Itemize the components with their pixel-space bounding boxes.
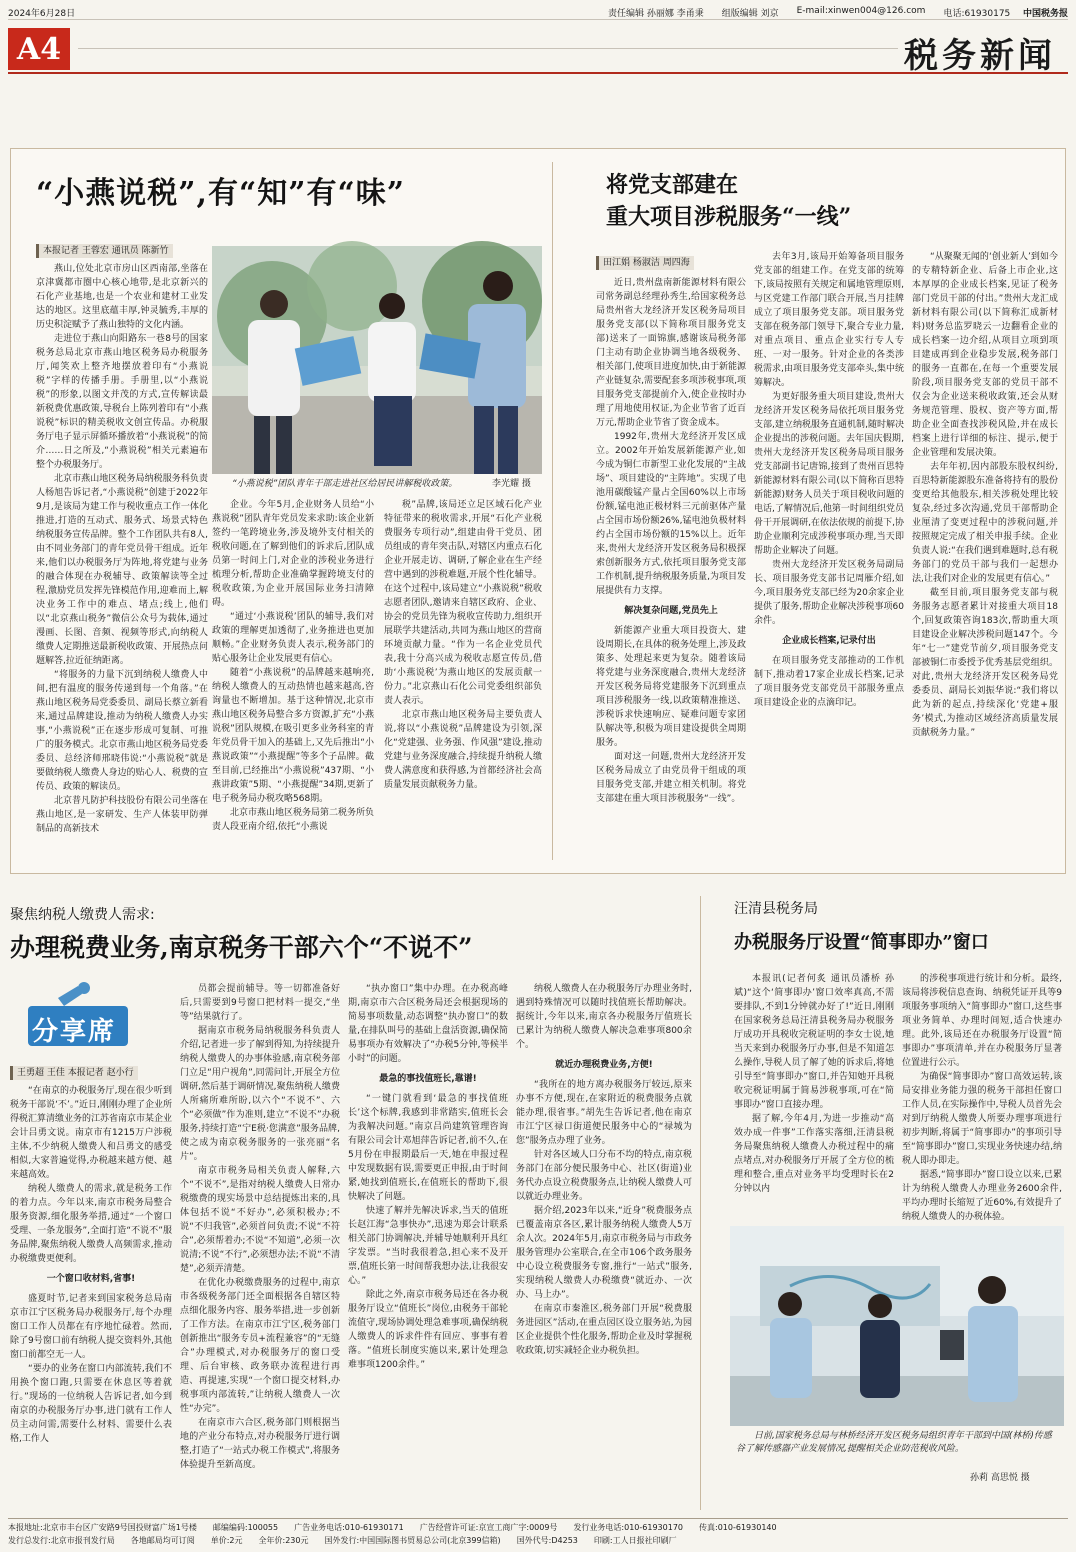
article4-photo-caption [736,1430,1058,1456]
paragraph: “执办窗口”集中办理。在办税高峰期,南京市六合区税务局还会根据现场的简易事项数量,动态调整“执办窗口”的数量,在排队叫号的基础上盘活资源,确保简易事项办有效解决了“办税5分钟,等候半小时”的问题。 [348,984,508,1064]
caption-text: “小燕说税”团队青年干部走进社区给居民讲解税收政策。 [232,479,458,489]
caption-text: 日前,国家税务总局与林桥经济开发区税务局组织青年干部到中国(林桥)传感谷了解传感器产业发展情况,提醒相关企业防范税收风险。 [736,1431,1052,1454]
paragraph: 为确保“简事即办”窗口高效运转,该局安排业务能力强的税务干部担任窗口工作人员,在实际操作中,导税人员首先会对到厅纳税人缴费人所要办理事项进行初步判断,将属于“简事即办”的事项引导至“简事即办”窗口,实现业务快速办结,纳税人即办即走。 [902,1072,1062,1166]
footer-subscription: 各地邮局均可订阅 [130,1536,195,1545]
article1-byline: 本报记者 王蓉宏 通讯员 陈新竹 [36,244,173,258]
footer-row-2 [8,1534,1068,1547]
article3-column-4 [516,982,692,1510]
share-badge-text: 分享席 [32,1017,117,1047]
page-number: A4 [8,28,70,70]
tax-officers-photo [212,246,542,474]
article1-column-2 [212,498,374,860]
article1-column-3 [384,498,542,860]
paragraph: 企业。今年5月,企业财务人员给“小燕说税”团队青年党员发来求助:该企业新签约一笔跨境业务,涉及境外支付相关的税收问题,在了解到他们的诉求后,团队成员第一时间上门,对企业的涉税业务进行梳理分析,帮助企业准确掌握跨境支付的税收政策,为企业开展国际业务扫清障碍。 [212,500,374,608]
footer-printer: 印刷:工人日报社印刷厂 [593,1536,677,1545]
paragraph: 在项目服务党支部推动的工作机制下,推动着17家企业成长档案,记录了项目服务党支部党员干部服务重点项目建设企业的点滴印记。 [754,656,904,708]
paragraph: 北京普凡防护科技股份有限公司坐落在燕山地区,是一家研发、生产人体装甲防弹制品的高新技术 [36,796,208,834]
column-divider [552,162,553,860]
article2-byline: 田江娟 杨淑洁 周四海 [596,256,694,270]
footer [8,1518,1068,1548]
article3-byline: 王勇超 王佳 本报记者 赵小行 [10,1066,138,1080]
paragraph: 去年年初,因内部股东股权纠纷,百思特新能源股东准备将持有的股份变更给其他股东,相关涉税处理比较复杂,经过多次沟通,党员干部帮助企业厘清了变更过程中的涉税问题,并按照规定完成了相关申报手续。企业负责人说:“在我们遇到难题时,总有税务部门的党员干部与我们一起想办法,让我们对企业的发展更有信心。” [912,462,1058,584]
article4-column-1 [734,972,894,1216]
paragraph: “我所在的地方离办税服务厅较远,原来办事不方便,现在,在家附近的税费服务点就能办理,很省事。”胡先生告诉记者,他在南京市江宁区禄口街道便民服务中心的“禄城为您”服务点办理了业务。 [516,1080,692,1146]
footer-row-1 [8,1521,1068,1534]
paragraph: 北京市燕山地区税务局第二税务所负责人段亚南介绍,依托“小燕说 [212,808,375,832]
article3-kicker: 聚焦纳税人缴费人需求: [10,907,155,923]
paragraph: 近日,贵州盘南新能源材料有限公司常务副总经理孙秀生,给国家税务总局贵州省大龙经济开发区税务局项目服务党支部(以下简称项目服务党支部)送来了一面锦旗,感谢该局税务部门主动有助企业协调当地各级税务、相关部门,使项目进度加快,由于新能源产业链复杂,需要配套多项涉税事项,项目服务党支部提前介入,使企业按时办理了用地使用权证,为企业节省了近百万元,帮助企业节省了资金成本。 [596,278,746,428]
article4-headline: 办税服务厅设置“简事即办”窗口 [734,932,989,953]
footer-distribution-phone: 发行业务电话:010-61930170 [573,1523,684,1532]
paragraph: 纳税人缴费人在办税服务厅办理业务时,遇到特殊情况可以随时找值班长帮助解决。据统计,今年以来,南京各办税服务厅值班长已累计为纳税人缴费人解决急难事项800余个。 [516,984,692,1050]
paragraph: 据南京市税务局纳税服务科负责人介绍,记者进一步了解到得知,为持续提升纳税人缴费人的办事体验感,南京税务部门立足“用户视角”,同需问计,开展全方位调研,然后基于调研情况,聚焦纳税人缴费人所痛所难所盼,以六个“不说不”、六个“必须做”作为准则,建立“不说不”办税服务,持续打造“宁E税·您满意”服务品牌,使之成为南京税务服务的一张亮丽“名片”。 [180,1026,340,1162]
masthead-rule [78,48,898,49]
paragraph: 南京市税务局相关负责人解释,六个“不说不”,是指对纳税人缴费人日常办税缴费的现实场景中总结提炼出来的,具体包括不说“不好办”,必须积极办;不说“不归我管”,必须首问负责;不说“不符合”,必须帮着办;不说“不知道”,必须一次说清;不说“不行”,必须想办法;不说“不清楚”,必须弄清楚。 [180,1166,340,1274]
footer-ad-phone: 广告业务电话:010-61930171 [294,1523,404,1532]
paragraph: 去年3月,该局开始筹备项目服务党支部的组建工作。在党支部的统筹下,该局按照有关规定和属地管理原则,与区党建工作部门联合开展,当月挂牌成立了项目服务党支部。项目服务党支部在税务部门领导下,聚合专业力量,对重点项目、重点企业实行专人专班、一对一服务。针对企业的各类涉税需求,由项目服务党支部牵头,集中统筹解决。 [754,252,904,388]
paragraph: “在南京的办税服务厅,现在很少听到税务干部说‘不’。”近日,刚刚办理了企业所得税汇算清缴业务的江苏省南京市某企业会计吕勇文说。南京市有1215万户涉税主体,不少纳税人缴费人和吕勇文的感受相似,大家普遍觉得,办税越来越方便、越来越高效。 [10,1086,173,1180]
paragraph: 除此之外,南京市税务局还在各办税服务厅设立“值班长”岗位,由税务干部轮流值守,现场协调处理急难事项,确保纳税人缴费人的诉求件件有回应、事事有着落。“值班长制度实施以来,累计处理急难事项1200余件。” [348,1290,508,1370]
article1-photo-caption [232,478,532,491]
editor-info [608,6,1010,19]
layout-editor: 组版编辑 刘京 [721,9,779,19]
paper-name: 中国税务报 [1022,9,1068,19]
paragraph: 据了解,今年4月,为进一步推动“高效办成一件事”工作落实落细,汪清县税务局聚焦纳税人缴费人办税过程中的痛点堵点,对办税服务厅开展了全方位的梳理和整合,重点对业务平均受理时长在2分钟以内 [734,1114,894,1194]
paragraph: 面对这一问题,贵州大龙经济开发区税务局成立了由党员骨干组成的项目服务党支部,并建立相关机制。将党支部建在重大项目涉税服务“一线”。 [596,752,746,804]
paragraph: 1992年,贵州大龙经济开发区成立。2002年开始发展新能源产业,如今成为铜仁市新型工业化发展的“主战场”、项目建设的“主阵地”。实现了电池用碳酸锰产量占全国60%以上市场份额,锰电池正极材料三元前驱体产量占全国市场份额26%,锰电池负极材料约占全国市场份额的15%以上。近年来,贵州大龙经济开发区税务局积极探索创新服务方式,依托项目服务党支部工作机制,提升纳税服务质量,为项目发展提供有力支撑。 [596,432,746,596]
footer-unit-price: 单价:2元 [210,1536,243,1545]
footer-ad-license: 广告经营许可证:京宣工商广字:0009号 [419,1523,558,1532]
footer-address: 本报地址:北京市丰台区广安路9号国投财富广场1号楼 [8,1523,197,1532]
paragraph: 北京市燕山地区税务局主要负责人说,将以“小燕说税”品牌建设为引领,深化“党建强、业务强、作风强”建设,推动党建与业务深度融合,持续提升纳税人缴费人满意度和获得感,为首都经济社会高质量发展贡献税务力量。 [384,710,542,790]
article4-photo-credit: 孙莉 高思悦 摄 [970,1473,1030,1483]
article2-column-2 [754,250,904,860]
subheading: 企业成长档案,记录付出 [782,636,876,646]
footer-overseas-code: 国外代号:D4253 [516,1536,578,1545]
masthead [8,22,1068,74]
article3-column-1 [10,1084,172,1510]
section-title: 税务新闻 [904,36,1056,76]
paragraph: 新能源产业重大项目投资大、建设周期长,在具体的税务处理上,涉及政策多、处理起来更为复杂。随着该局将党建与业务深度融合,贵州大龙经济开发区税务局将党建服务下沉到重点项目涉税服务一线,以政策精准推送、涉税诉求快速响应、疑难问题专家团队解决等,积极为项目建设提供全周期服务。 [596,626,746,748]
paragraph: 截至目前,项目服务党支部与税务服务志愿者累计对接重大项目18个,回复政策咨询183次,帮助重大项目建设企业解决涉税问题147个。今年“七一”建党节前夕,项目服务党支部被铜仁市委授予优秀基层党组织。对此,贵州大龙经济开发区税务局党委委员、副局长刘振华说:“我们将以此为新的起点,持续深化‘党建+服务’模式,为推动区域经济高质量发展贡献税务力量。” [912,588,1058,738]
footer-distributor: 发行总发行:北京市报刊发行局 [8,1536,115,1545]
paragraph: 针对各区域人口分布不均的特点,南京税务部门在部分便民服务中心、社区(街道)业务代办点设立税费服务点,让纳税人缴费人可以就近办理业务。 [516,1150,692,1202]
article3-column-3 [348,982,508,1510]
paragraph: “通过‘小燕说税’团队的辅导,我们对政策的理解更加透彻了,业务推进也更加顺畅。”企业财务负责人表示,税务部门的贴心服务让企业发展更有信心。 [212,612,374,664]
paragraph: “从聚聚无闻的‘创业新人’到如今的专精特新企业、后备上市企业,这本厚厚的企业成长档案,见证了税务部门党员干部的付出。”贵州大龙汇成新材料有限公司(以下简称汇成新材料)财务总监罗晓云一边翻看企业的成长档案一边介绍,从项目立项到项目建成再到企业稳步发展,税务部门的服务一直都在,在每一个重要发展阶段,项目服务党支部的党员干部不仅会为企业送来税收政策,还会从财务规范管理、股权、资产等方面,帮助企业全面查找涉税风险,并在成长档案上进行详细的标注、提示,便于企业管理和发展决策。 [912,252,1058,458]
paragraph: 北京市燕山地区税务局纳税服务科负责人杨旭告诉记者,“小燕说税”创建于2022年9月,是该局为建工作与税收重点工作一体化推进,打造的互动式、服务式、场景式特色纳税服务宣传品牌。整个工作团队共有8人,由不同业务部门的青年党员骨干组成。近年来,他们以办税服务厅为阵地,将党建与业务的融合体现在办税辅导、政策解读等全过程,激励党员发挥先锋模范作用,迎难而上,解决业务工作中的难点、堵点;线上,他们以“北京燕山税务”微信公众号为载体,通过漫画、长图、音频、视频等形式,向纳税人缴费人定期推送最新税收政策、开展热点问题解答,拉近征纳距离。 [36,474,208,666]
article3-column-2 [180,982,340,1510]
editor-phone: 电话:61930175 [943,9,1011,19]
paragraph: “一键门就看到‘最急的事找值班长’这个标牌,我感到非常踏实,值班长会为我解决问题。”南京吕尚建筑管理咨询有限公司会计邓旭萍告诉记者,前不久,在5月份在申报期最后一天,她在申报过程中发现数据有误,需要更正申报,由于时间紧,她找到值班长,在值班长的帮助下,很快解决了问题。 [348,1094,508,1202]
subheading: 一个窗口收材料,省事! [46,1274,136,1284]
article2-column-3 [912,250,1058,860]
column-divider [700,896,701,1510]
subheading: 解决复杂问题,党员先上 [624,606,718,616]
article1-photo-credit: 李光耀 摄 [492,479,531,489]
paragraph: 贵州大龙经济开发区税务局副局长、项目服务党支部书记周雁介绍,如今,项目服务党支部已经为20余家企业提供了服务,帮助企业解决涉税事项60余件。 [754,560,904,626]
paragraph: “将服务的力量下沉到纳税人缴费人中间,把有温度的服务传递到每一个角落。”在燕山地区税务局党委委员、副局长蔡立新看来,通过品牌建设,推动为纳税人缴费人办实事,“小燕说税”正在逐步形成可复制、可推广的服务模式。北京市燕山地区税务局党委委员、总经济师邢晓伟说:“小燕说税”就是要做纳税人缴费人身边的贴心人、税费的宣传员、政策的解读员。 [36,670,208,792]
sensor-valley-photo [730,1226,1064,1426]
paragraph: 据悉,“简事即办”窗口设立以来,已累计为纳税人缴费人办理业务2600余件,平均办理时长缩短了近60%,有效提升了纳税人缴费人的办税体验。 [902,1170,1062,1222]
paragraph: 在南京市秦淮区,税务部门开展“税费服务进园区”活动,在重点园区设立服务站,为园区企业提供个性化服务,帮助企业及时掌握税收政策,切实减轻企业办税负担。 [516,1304,692,1356]
article3-headline: 办理税费业务,南京税务干部六个“不说不” [10,933,473,962]
footer-fax: 传真:010-61930140 [699,1523,777,1532]
paragraph: 在优化办税缴费服务的过程中,南京市各级税务部门还全面根据各自辖区特点细化服务内容、服务举措,进一步创新了工作方法。在南京市江宁区,税务部门创新推出“服务专员+流程兼容”的“无缝合”办理模式,对办税服务厅的窗口受理、后台审核、政务联办流程进行再造、再提速,实现“一个窗口提交材料,办税事项内部流转,”让纳税人缴费人一次性“办完”。 [180,1278,340,1414]
top-strip [8,6,1068,20]
article1-photo [212,246,542,474]
editor-names: 责任编辑 孙丽娜 李甬秉 [608,9,704,19]
subheading: 就近办理税费业务,方便! [555,1060,653,1070]
paragraph: 纳税人缴费人的需求,就是税务工作的着力点。今年以来,南京市税务局整合服务资源,细化服务举措,通过“一个窗口受理、一条龙服务”,全面打造“不说不”服务品牌,聚焦纳税人缴费人高频需求,推动办税缴费更便利。 [10,1184,172,1264]
issue-date: 2024年6月28日 [8,9,76,19]
paragraph: “要办的业务在窗口内部流转,我们不用换个窗口跑,只需要在休息区等着就行。”现场的一位纳税人告诉记者,如今到南京的办税服务厅办事,进门就有工作人员主动问需,需要什么材料、需要什么表格,工作人 [10,1364,172,1444]
footer-annual-price: 全年价:230元 [258,1536,309,1545]
article4-kicker: 汪清县税务局 [734,901,818,917]
article2-headline-line-1: 将党支部建在 [606,172,739,198]
article4-photo [730,1226,1064,1426]
article4-column-2 [902,972,1062,1222]
article2-column-1 [596,276,746,860]
paragraph: 为更好服务重大项目建设,贵州大龙经济开发区税务局依托项目服务党支部,建立纳税服务直通机制,随时解决企业提出的涉税问题。去年国庆假期,贵州大龙经济开发区税务局项目服务党支部副书记唐锦,接到了贵州百思特新能源材料有限公司(以下简称百思特新能源)财务人员关于项目税收问题的电话,了解情况后,他第一时间组织党员骨干开展调研,在依法依规的前提下,协助企业顺利完成涉税事项办理,当天即帮助企业解决了问题。 [754,392,904,556]
paragraph: 快速了解并先解决诉求,当天的值班长赵江海“急事快办”,迅速为郑会计联系相关部门协调解决,并辅导她顺利开具红字发票。“当时我很着急,担心来不及开票,值班长第一时间帮我想办法,让我很安心。” [348,1206,508,1286]
footer-overseas: 国外发行:中国国际图书贸易总公司(北京399信箱) [324,1536,501,1545]
paragraph: 走进位于燕山向阳路东一巷8号的国家税务总局北京市燕山地区税务局办税服务厅,闻笑欢上整齐地摆放着印有“小燕说税”字样的传播手册。手册里,以“小燕说税”的形象,以图文并茂的方式,宣传解读最新税费优惠政策,导税台上陈列着印有“小燕说税”标识的精美税收文创宣传品。办税服务厅电子显示屏循环播放着“小燕说税”的简介……日之所及,“小燕说税”相关元素遍布整个办税服务厅。 [36,334,208,470]
paragraph: 盛夏时节,记者来到国家税务总局南京市江宁区税务局办税服务厅,每个办理窗口工作人员都在有序地忙碌着。然而,除了9号窗口前有纳税人提交资料外,其他窗口前都空无一人。 [10,1294,172,1360]
subheading: 最急的事找值班长,靠谱! [379,1074,477,1084]
article2-headline-line-2: 重大项目涉税服务“一线” [606,204,852,230]
editor-email: E-mail:xinwen004@126.com [796,6,926,16]
paragraph: 本报讯(记者何炙 通讯员潘桥 孙斌)“这个‘简事即办’窗口效率真高,不需要排队,不到1分钟就办好了!”近日,刚刚在国家税务总局汪清县税务局办税服务厅成功开具税收完税证明的李女士说,她当天来到办税服务厅办事,但是不知道怎么操作,导税人员了解了她的诉求后,将她引导至“简事即办”窗口,并告知她开具税收完税证明属于简易涉税事项,可在“简事即办”窗口直接办理。 [734,974,894,1110]
paragraph: 燕山,位处北京市房山区西南部,坐落在京津冀都市圈中心核心地带,是北京新兴的石化产业基地,也是一个农业和建材工业发达的地区。这里底蕴丰厚,钟灵毓秀,丰厚的历史积淀赋予了燕山独特的文化内涵。 [36,264,208,330]
paragraph: 据介绍,2023年以来,“近身”税费服务点已覆盖南京各区,累计服务纳税人缴费人5万余人次。2024年5月,南京市税务局与市政务服务管理办公室联合,在全市106个政务服务中心设立税费服务专窗,推行“一站式”服务,实现纳税人缴费人办税缴费“就近办、一次办、马上办”。 [516,1206,692,1300]
paragraph: 在南京市六合区,税务部门则根据当地的产业分布特点,对办税服务厅进行调整,打造了“一站式办税工作模式”,将服务体验提升至新高度。 [180,1418,340,1470]
article1-column-1 [36,262,208,860]
share-badge [18,980,136,1058]
footer-postcode: 邮编编码:100055 [212,1523,279,1532]
article1-headline: “小燕说税”,有“知”有“味” [36,176,405,211]
paragraph: 员都会提前辅导。等一切都准备好后,只需要到9号窗口把材料一提交,“坐等”结果就行了。 [180,984,340,1022]
paragraph: 税”品牌,该局还立足区域石化产业特征带来的税收需求,开展“石化产业税费服务专项行动”,组建由骨干党员、团员组成的青年突击队,对辖区内重点石化企业开展走访、调研,了解企业在生产经营中遇到的涉税难题,开展个性化辅导。在这个过程中,该局建立“小燕说税”税收志愿者团队,邀请来自辖区政府、企业、协会的党员先锋为税收宣传助力,组织开展联学共建活动,共同为燕山地区的营商环境贡献力量。“作为一名企业党员代表,我十分高兴成为税收志愿宣传员,借助‘小燕说税’为燕山地区的发展贡献一份力。”北京燕山石化公司党委组织部负责人表示。 [384,500,542,706]
paragraph: 的涉税事项进行统计和分析。最终,该局将涉税信息查询、纳税凭证开具等9项服务事项纳入“简事即办”窗口,这些事项业务简单、办理时间短,适合快速办理。此外,该局还在办税服务厅设置“简事即办”事项清单,并在办税服务厅显著位置进行公示。 [902,974,1062,1068]
paragraph: 随着“小燕说税”的品牌越来越响亮,纳税人缴费人的互动热情也越来越高,咨询量也不断增加。基于这种情况,北京市燕山地区税务局整合多方资源,扩充“小燕说税”团队规模,在吸引更多业务科室的青年党员骨干加入的基础上,又先后推出“小燕说政策”“小燕提醒”等多个子品牌。截至目前,已经推出“小燕说税”437期、“小燕讲政策”5期、“小燕提醒”34期,更新了电子税务局办税攻略568期。 [212,668,374,804]
